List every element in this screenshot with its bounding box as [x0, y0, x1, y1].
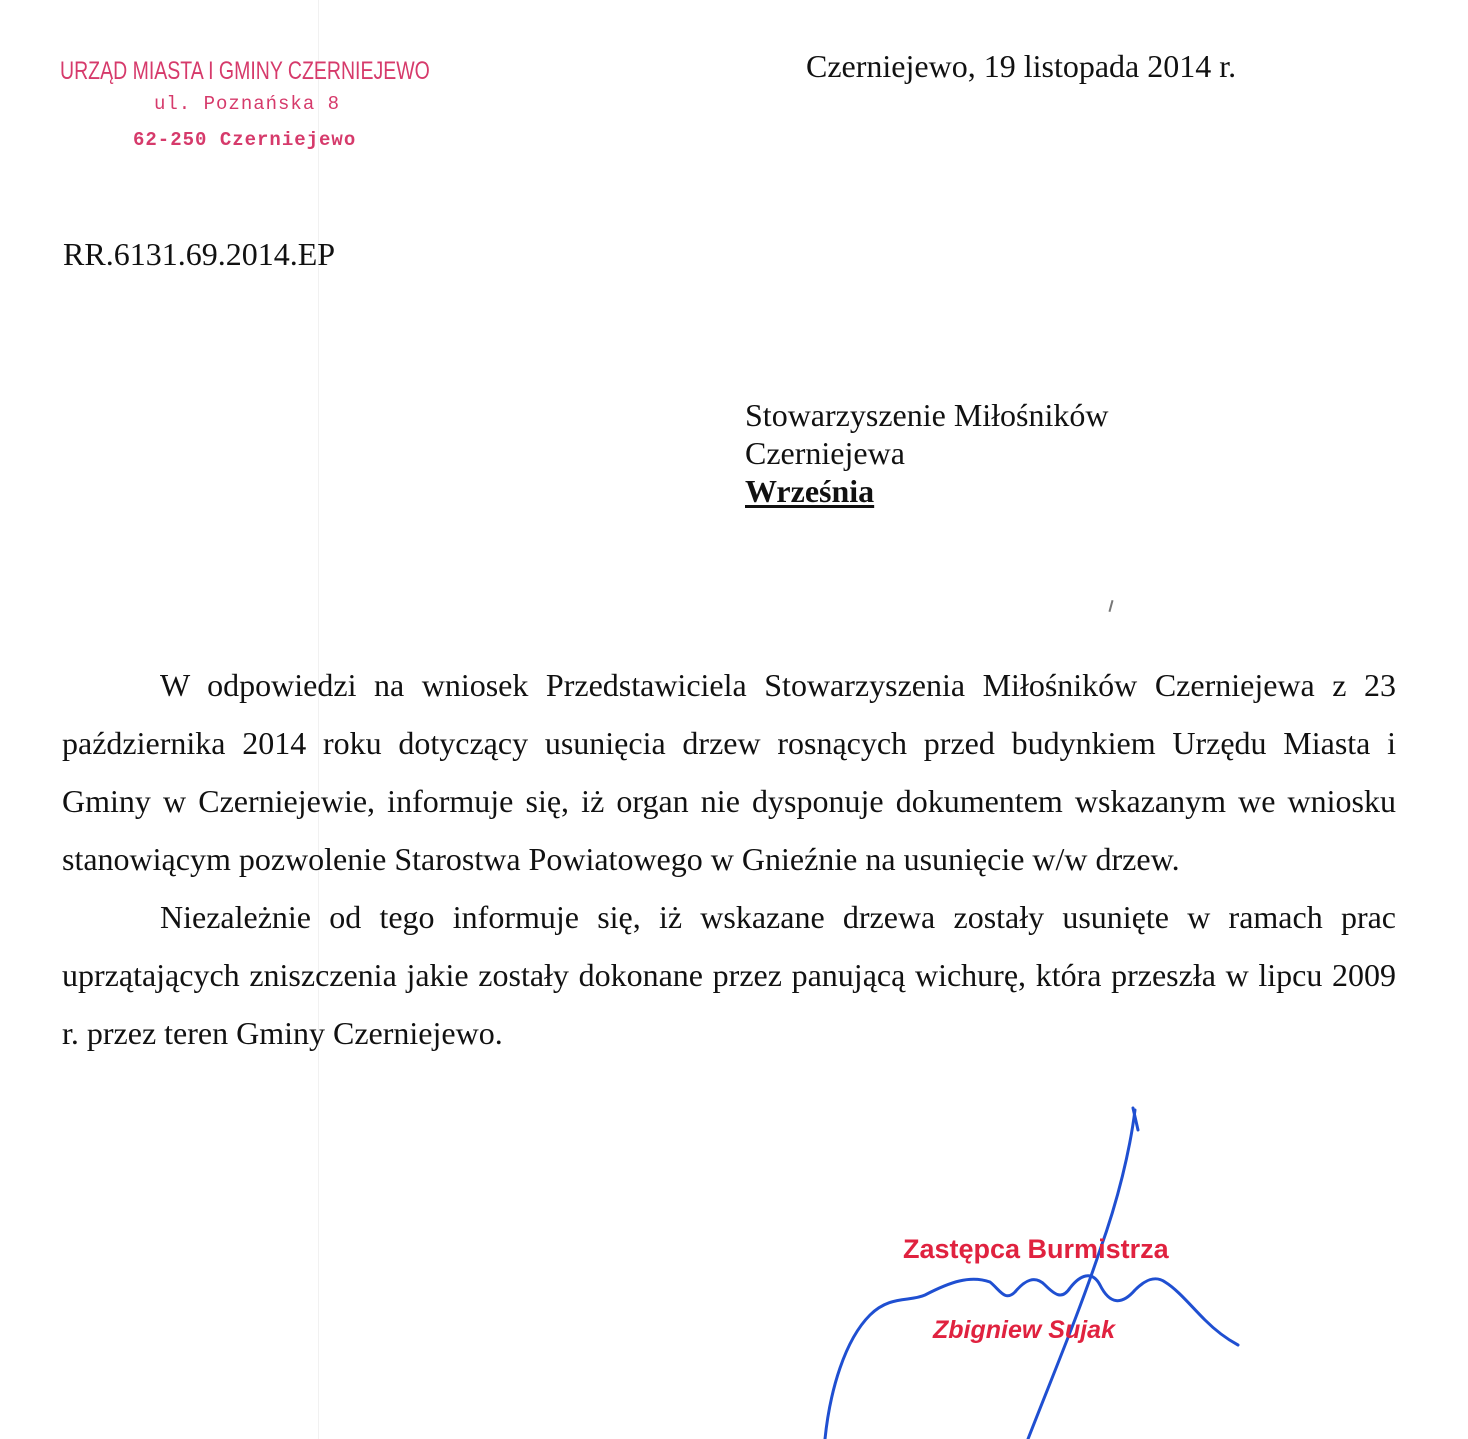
- stamp-postal-city: 62-250 Czerniejewo: [133, 129, 357, 151]
- recipient-city: Września: [745, 473, 875, 509]
- recipient-line-1: Stowarzyszenie Miłośników: [745, 397, 1109, 433]
- stamp-office-name: URZĄD MIASTA I GMINY CZERNIEJEWO: [60, 57, 430, 85]
- letter-body: [62, 656, 1396, 1062]
- body-paragraph-2: Niezależnie od tego informuje się, iż wskazane drzewa zostały usunięte w ramach prac uprzątających zniszczenia jakie zostały dokonane przez panującą wichurę, która przeszła w lipcu 2009 r. przez teren Gminy Czerniejewo.: [62, 899, 1396, 1051]
- recipient-address: [745, 396, 1109, 510]
- reference-number: RR.6131.69.2014.EP: [63, 236, 336, 272]
- office-stamp: [60, 56, 440, 158]
- letter-date: Czerniejewo, 19 listopada 2014 r.: [806, 48, 1237, 84]
- signature-name: Zbigniew Sujak: [933, 1316, 1115, 1344]
- scan-mark: [1108, 600, 1113, 612]
- stamp-street: ul. Poznańska 8: [154, 93, 341, 115]
- recipient-line-2: Czerniejewa: [745, 435, 905, 471]
- body-paragraph-1: W odpowiedzi na wniosek Przedstawiciela Stowarzyszenia Miłośników Czerniejewa z 23 października 2014 roku dotyczący usunięcia drzew rosnących przed budynkiem Urzędu Miasta i Gminy w Czerniejewie, informuje się, iż organ nie dysponuje dokumentem wskazanym we wniosku stanowiącym pozwolenie Starostwa Powiatowego w Gnieźnie na usunięcie w/w drzew.: [62, 667, 1396, 877]
- signature-title: Zastępca Burmistrza: [903, 1234, 1169, 1264]
